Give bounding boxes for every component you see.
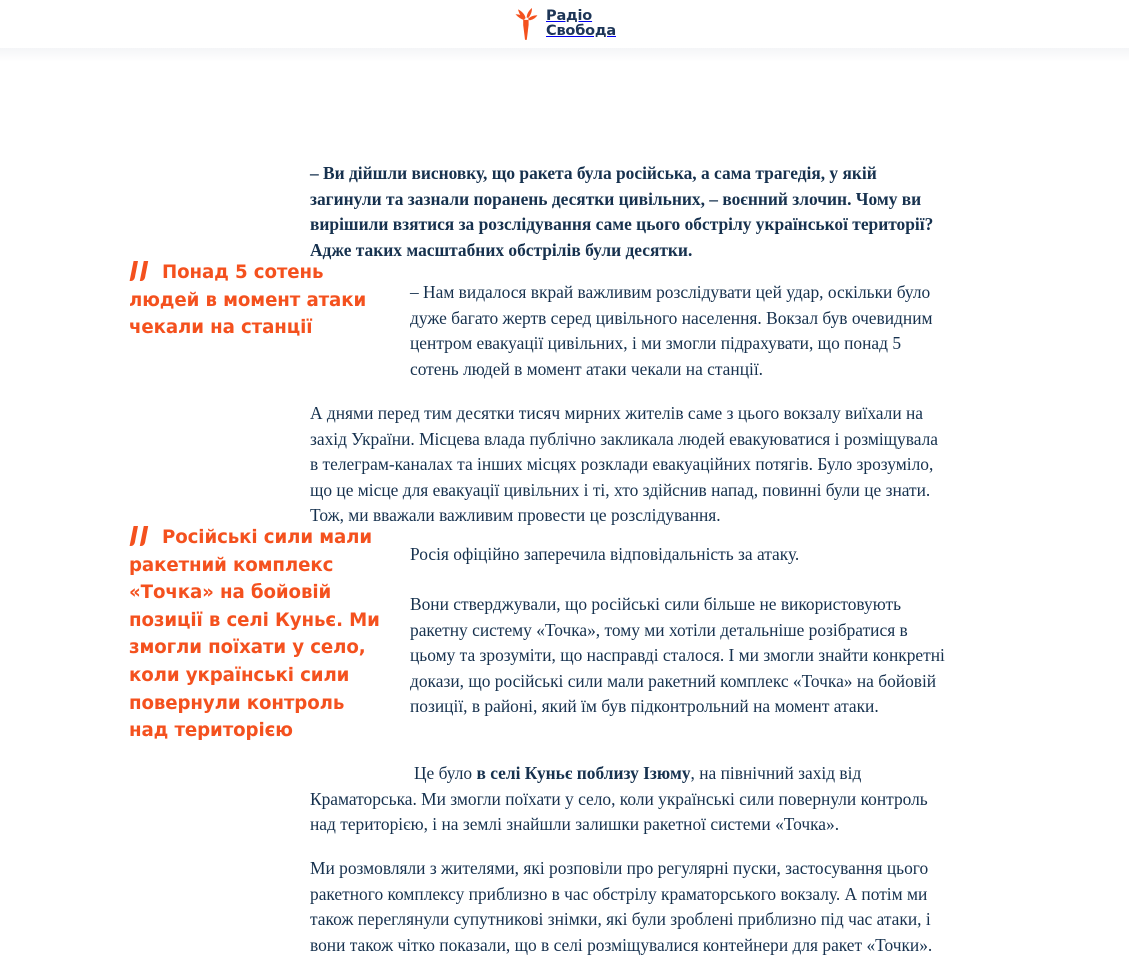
logo-line-2: Свобода [546, 23, 616, 39]
header-shadow [0, 48, 1129, 62]
paragraph-evacuation: А днями перед тим десятки тисяч мирних жителів саме з цього вокзалу виїхали на захід України. Місцева влада публічно закликала людей евакуюватися і розміщувала в телеграм-каналах та інших місцях розклади евакуаційних потягів. Було зрозуміло, що це місце для евакуації цивільних і ті, хто здійснив напад, повинні були це знати. Тож, ми вважали важливим провести це розслідування. [310, 403, 939, 526]
quotation-mark-icon [129, 261, 155, 281]
paragraph-kunje-before: Це було [414, 763, 477, 784]
pullquote-tochka [129, 523, 384, 745]
paragraph-kunje-highlight: в селі Куньє поблизу Ізюму [476, 763, 691, 784]
interview-question: – Ви дійшли висновку, що ракета була російська, а сама трагедія, у якій загинули та зазнали поранень десятки цивільних, – воєнний злочин. Чому ви вирішили взятися за розслідування саме цього обстрілу української території? Адже таких масштабних обстрілів були десятки. [310, 163, 934, 260]
paragraph-answer-1: – Нам видалося вкрай важливим розслідувати цей удар, оскільки було дуже багато жертв серед цивільного населення. Вокзал був очевидним центром евакуації цивільних, і ми змогли підрахувати, що понад 5 сотень людей в момент атаки чекали на станції. [410, 282, 933, 379]
flame-torch-icon [513, 8, 539, 40]
site-header [0, 0, 1129, 48]
logo-line-1: Радіо [546, 8, 593, 25]
pullquote-station-text: Понад 5 сотень людей в момент атаки чекали на станції [129, 262, 367, 339]
pullquote-station [129, 258, 384, 342]
logo-wordmark [546, 9, 616, 39]
paragraph-tochka-evidence: Вони стверджували, що російські сили більше не використовують ракетну систему «Точка», тому ми хотіли детальніше розібратися в цьому та зрозуміти, що насправді сталося. І ми змогли знайти конкретні докази, що російські сили мали ракетний комплекс «Точка» на бойовій позиції, в районі, який їм був підконтрольний на момент атаки. [410, 594, 945, 717]
quotation-mark-icon [129, 526, 155, 546]
site-logo[interactable] [513, 8, 616, 40]
paragraph-kunje [310, 761, 950, 837]
paragraph-residents: Ми розмовляли з жителями, які розповіли про регулярні пуски, застосування цього ракетного комплексу приблизно в час обстрілу краматорського вокзалу. А потім ми також переглянули супутникові знімки, які були зроблені приблизно під час атаки, і вони також чітко показали, що в селі розміщувалися контейнери для ракет «Точки». [310, 858, 933, 955]
paragraph-kunje-after: , на північний захід від Краматорська. Ми змогли поїхати у село, коли українські сили повернули контроль над територією, і на землі знайшли залишки ракетної системи «Точка». [310, 763, 928, 835]
paragraph-russia-denial: Росія офіційно заперечила відповідальність за атаку. [410, 544, 800, 565]
pullquote-tochka-text: Російські сили мали ракетний комплекс «Точка» на бойовій позиції в селі Куньє. Ми змогли поїхати у село, коли українські сили повернули контроль над територією [129, 527, 380, 742]
